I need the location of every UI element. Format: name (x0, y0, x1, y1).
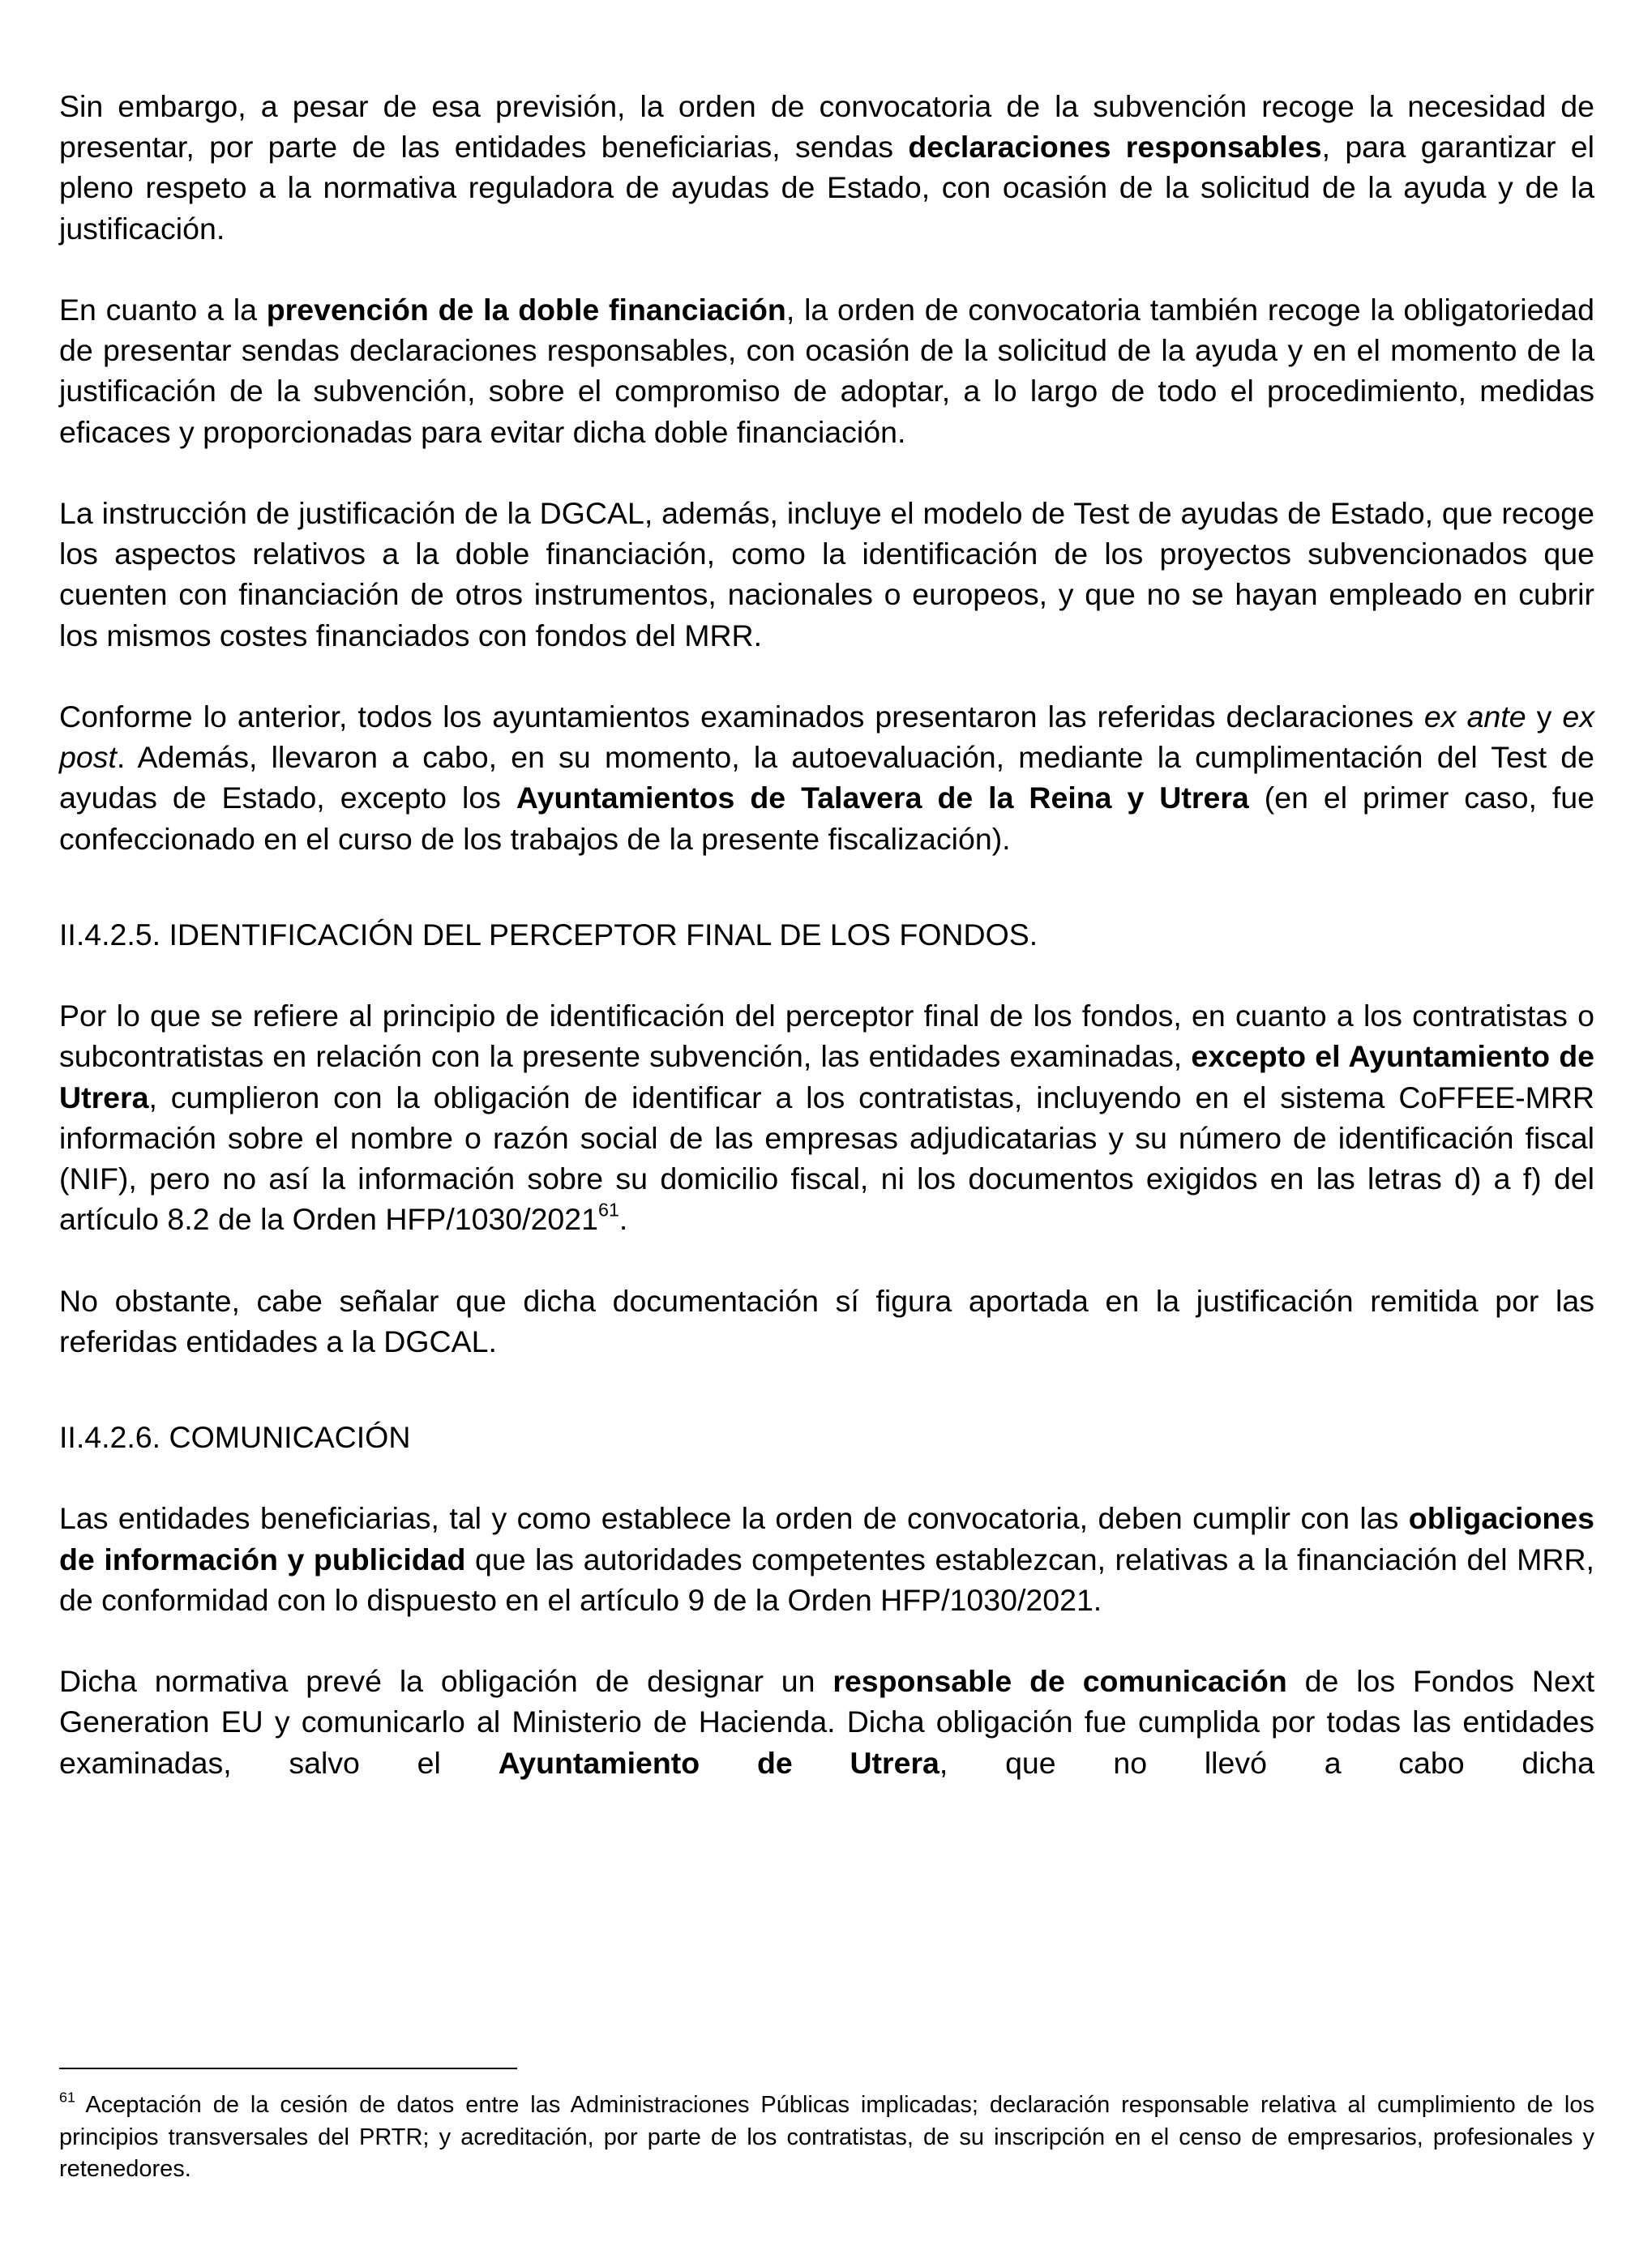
paragraph (59, 696, 1594, 859)
text-run: La instrucción de justificación de la DGCAL, además, incluye el modelo de Test de ayudas de Estado, que recoge los aspectos relativos a la doble financiación, como la identificación de los proyectos subvencionados que cuenten con financiación de otros instrumentos, nacionales o europeos, y que no se hayan empleado en cubrir los mismos costes financiados con fondos del MRR. (59, 496, 1594, 652)
bold-text: prevención de la doble financiación (266, 293, 786, 327)
footnote-61 (59, 2090, 1594, 2186)
bold-text: responsable de comunicación (832, 1664, 1287, 1699)
text-run: de los Fondos Next Generation EU y comunicarlo al Ministerio de Hacienda. Dicha obligación fue cumplida por todas las entidades examinadas, salvo el (59, 1664, 1594, 1780)
text-run: (en el primer caso, fue confeccionado en el curso de los trabajos de la presente fiscalización). (59, 781, 1594, 856)
text-run: No obstante, cabe señalar que dicha documentación sí figura aportada en la justificación remitida por las referidas entidades a la DGCAL. (59, 1283, 1594, 1358)
bold-text: declaraciones responsables (908, 130, 1322, 165)
text-run: II.4.2.5. IDENTIFICACIÓN DEL PERCEPTOR FINAL DE LOS FONDOS. (59, 917, 1038, 952)
text-run: Dicha normativa prevé la obligación de designar un (59, 1664, 833, 1699)
paragraph (59, 493, 1594, 656)
text-run: que las autoridades competentes establezcan, relativas a la financiación del MRR, de conformidad con lo dispuesto en el artículo 9 de la Orden HFP/1030/2021. (59, 1542, 1594, 1617)
paragraph (59, 289, 1594, 452)
italic-text: ex post (59, 699, 1595, 775)
paragraph (59, 1498, 1594, 1620)
document-body (59, 86, 1594, 1824)
bold-text: obligaciones de información y publicidad (59, 1501, 1594, 1576)
text-run: II.4.2.6. COMUNICACIÓN (59, 1420, 411, 1455)
text-run: Por lo que se refiere al principio de identificación del perceptor final de los fondos, en cuanto a los contratistas o subcontratistas en relación con la presente subvención, las entidades examinadas, (59, 999, 1594, 1074)
text-run: , la orden de convocatoria también recoge la obligatoriedad de presentar sendas declaraciones responsables, con ocasión de la solicitud de la ayuda y en el momento de la justificación de la subvención, sobre el compromiso de adoptar, a lo largo de todo el procedimiento, medidas eficaces y proporcionadas para evitar dicha doble financiación. (59, 293, 1594, 449)
text-run: , cumplieron con la obligación de identificar a los contratistas, incluyendo en el sistema CoFFEE-MRR información sobre el nombre o razón social de las empresas adjudicatarias y su número de identificación fiscal (NIF), pero no así la información sobre su domicilio fiscal, ni los documentos exigidos en las letras d) a f) del artículo 8.2 de la Orden HFP/1030/2021 (59, 1080, 1594, 1237)
text-run: . (618, 1202, 628, 1237)
paragraph (59, 1661, 1594, 1783)
text-run: . Además, llevaron a cabo, en su momento, la autoevaluación, mediante la cumplimentación del Test de ayudas de Estado, excepto los (59, 740, 1594, 815)
footnote-separator (59, 2068, 517, 2069)
text-run: En cuanto a la (59, 293, 267, 327)
italic-text: ex ante (1423, 699, 1526, 734)
section-heading (59, 914, 1594, 955)
bold-text: Ayuntamiento de Utrera (498, 1745, 939, 1780)
text-run: Sin embargo, a pesar de esa previsión, la orden de convocatoria de la subvención recoge la necesidad de presentar, por parte de las entidades beneficiarias, sendas (59, 89, 1594, 165)
bold-text: Ayuntamientos de Talavera de la Reina y Utrera (516, 781, 1249, 815)
text-run: y (1526, 699, 1563, 734)
text-run: , para garantizar el pleno respeto a la normativa reguladora de ayudas de Estado, con ocasión de la solicitud de la ayuda y de la justificación. (59, 130, 1594, 246)
paragraph (59, 995, 1594, 1239)
text-run: , que no llevó a cabo dicha (939, 1745, 1595, 1780)
footnote-number: 61 (59, 2089, 75, 2106)
paragraph (59, 1281, 1594, 1362)
footnote-reference: 61 (598, 1199, 619, 1221)
section-heading (59, 1417, 1594, 1457)
footnote-text: Aceptación de la cesión de datos entre las Administraciones Públicas implicadas; declaración responsable relativa al cumplimiento de los principios transversales del PRTR; y acreditación, por parte de los contratistas, de su inscripción en el censo de empresarios, profesionales y retenedores. (59, 2092, 1594, 2182)
text-run: Conforme lo anterior, todos los ayuntamientos examinados presentaron las referidas declaraciones (59, 699, 1424, 734)
text-run: Las entidades beneficiarias, tal y como establece la orden de convocatoria, deben cumplir con las (59, 1501, 1409, 1536)
bold-text: excepto el Ayuntamiento de Utrera (59, 1039, 1595, 1114)
paragraph (59, 86, 1594, 249)
